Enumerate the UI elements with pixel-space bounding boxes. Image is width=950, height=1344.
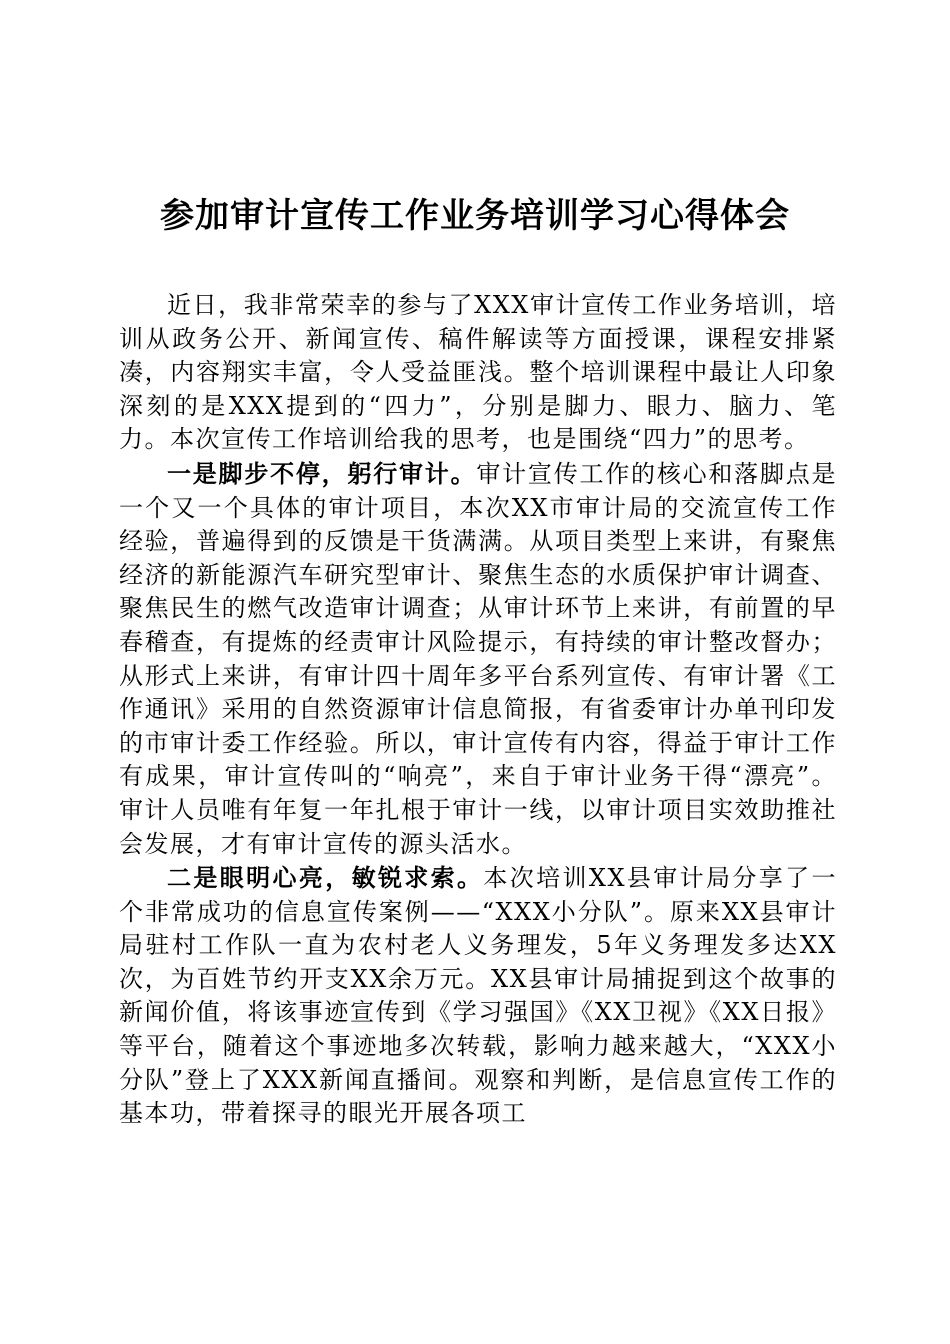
document-title: 参加审计宣传工作业务培训学习心得体会	[160, 196, 790, 236]
paragraph-text: 本次培训XX县审计局分享了一个非常成功的信息宣传案例——“XXX小分队”。原来XX县审计局驻村工作队一直为农村老人义务理发，5年义务理发多达XX次，为百姓节约开支XX余万元。XX县审计局捕捉到这个故事的新闻价值，将该事迹宣传到《学习强国》《XX卫视》《XX日报》等平台，随着这个事迹地多次转载，影响力越来越大，“XXX小分队”登上了XXX新闻直播间。观察和判断，是信息宣传工作的基本功，带着探寻的眼光开展各项工	[119, 864, 838, 1128]
paragraph-point-two	[119, 861, 837, 1131]
paragraph-lead: 二是眼明心亮，敏锐求索。	[167, 863, 484, 893]
document-body	[119, 288, 837, 1131]
paragraph-text: 近日，我非常荣幸的参与了XXX审计宣传工作业务培训，培训从政务公开、新闻宣传、稿件解读等方面授课，课程安排紧凑，内容翔实丰富，令人受益匪浅。整个培训课程中最让人印象深刻的是XXX提到的“四力”，分别是脚力、眼力、脑力、笔力。本次宣传工作培训给我的思考，也是围绕“四力”的思考。	[119, 291, 837, 454]
paragraph-intro	[119, 288, 837, 457]
paragraph-point-one	[119, 457, 837, 861]
paragraph-text: 审计宣传工作的核心和落脚点是一个又一个具体的审计项目，本次XX市审计局的交流宣传工作经验，普遍得到的反馈是干货满满。从项目类型上来讲，有聚焦经济的新能源汽车研究型审计、聚焦生态的水质保护审计调查、聚焦民生的燃气改造审计调查；从审计环节上来讲，有前置的早春稽查，有提炼的经责审计风险提示，有持续的审计整改督办；从形式上来讲，有审计四十周年多平台系列宣传、有审计署《工作通讯》采用的自然资源审计信息简报，有省委审计办单刊印发的市审计委工作经验。所以，审计宣传有内容，得益于审计工作有成果，审计宣传叫的“响亮”，来自于审计业务干得“漂亮”。审计人员唯有年复一年扎根于审计一线，以审计项目实效助推社会发展，才有审计宣传的源头活水。	[119, 459, 837, 858]
paragraph-lead: 一是脚步不停，躬行审计。	[167, 458, 477, 488]
